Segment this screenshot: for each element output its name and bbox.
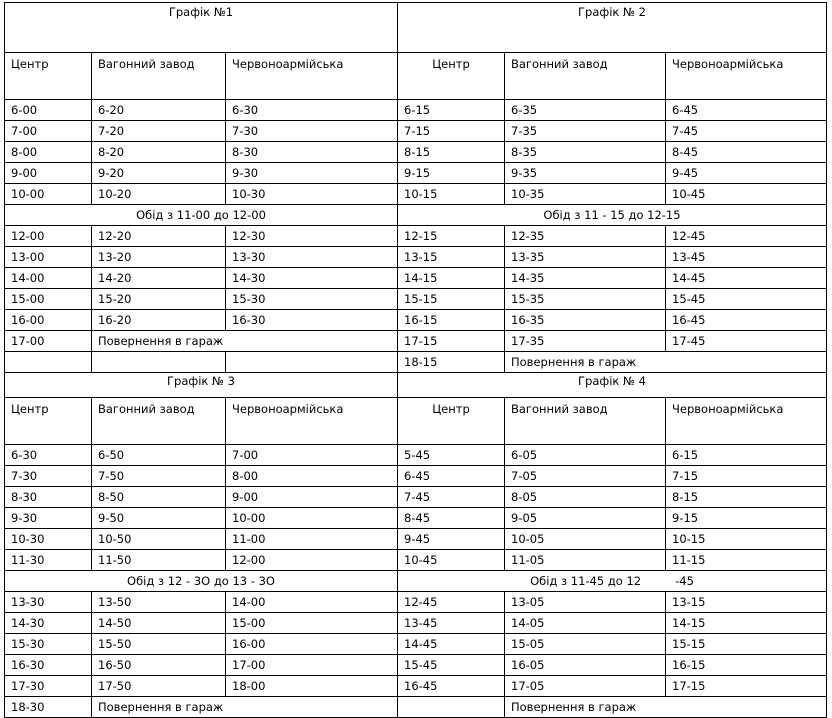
- column-header: Вагонний завод: [92, 398, 226, 445]
- time-cell: 8-05: [505, 487, 666, 508]
- table-row: [5, 289, 827, 310]
- time-cell: 15-15: [666, 634, 827, 655]
- time-cell: 14-00: [226, 592, 398, 613]
- table-row: [5, 508, 827, 529]
- time-cell: 7-45: [398, 487, 505, 508]
- time-cell: 12-35: [505, 226, 666, 247]
- time-cell: 11-05: [505, 550, 666, 571]
- time-cell: 7-05: [505, 466, 666, 487]
- time-cell: 16-00: [226, 634, 398, 655]
- time-cell: 7-20: [92, 121, 226, 142]
- time-cell: 17-15: [398, 331, 505, 352]
- table-row: [5, 268, 827, 289]
- time-cell: 17-50: [92, 676, 226, 697]
- time-cell: 12-45: [398, 592, 505, 613]
- time-cell: 7-30: [5, 466, 92, 487]
- time-cell: 10-50: [92, 529, 226, 550]
- time-cell: 16-50: [92, 655, 226, 676]
- time-cell: 8-35: [505, 142, 666, 163]
- time-cell: 16-05: [505, 655, 666, 676]
- time-cell: 15-05: [505, 634, 666, 655]
- time-cell: 10-20: [92, 184, 226, 205]
- time-cell: 13-00: [5, 247, 92, 268]
- table-row: [5, 466, 827, 487]
- time-cell: 14-35: [505, 268, 666, 289]
- table-row: [5, 121, 827, 142]
- time-cell: 7-50: [92, 466, 226, 487]
- time-cell: 9-15: [398, 163, 505, 184]
- time-cell: 15-15: [398, 289, 505, 310]
- time-cell: 6-05: [505, 445, 666, 466]
- time-cell: 15-20: [92, 289, 226, 310]
- time-cell: 18-00: [226, 676, 398, 697]
- table-row: [5, 3, 827, 53]
- time-cell: 5-45: [398, 445, 505, 466]
- time-cell: 13-35: [505, 247, 666, 268]
- time-cell: 17-05: [505, 676, 666, 697]
- time-cell: 13-50: [92, 592, 226, 613]
- time-cell: 6-15: [398, 100, 505, 121]
- table-row: [5, 613, 827, 634]
- time-cell: 10-00: [5, 184, 92, 205]
- table-row: [5, 676, 827, 697]
- time-cell: 8-45: [398, 508, 505, 529]
- table-row: [5, 310, 827, 331]
- time-cell: 13-20: [92, 247, 226, 268]
- table-row: [5, 142, 827, 163]
- time-cell: 15-50: [92, 634, 226, 655]
- column-header: Червоноармійська: [226, 398, 398, 445]
- column-header: Червоноармійська: [666, 53, 827, 100]
- time-cell: 13-15: [666, 592, 827, 613]
- time-cell: 8-20: [92, 142, 226, 163]
- schedule-body: [5, 3, 827, 718]
- table-row: [5, 634, 827, 655]
- time-cell: 14-50: [92, 613, 226, 634]
- time-cell: 9-15: [666, 508, 827, 529]
- table-row: [5, 487, 827, 508]
- table-row: [5, 53, 827, 100]
- table-row: [5, 592, 827, 613]
- column-header: Вагонний завод: [92, 53, 226, 100]
- time-cell: 18-30: [5, 697, 92, 718]
- time-cell: 15-45: [666, 289, 827, 310]
- time-cell: 12-15: [398, 226, 505, 247]
- time-cell: 15-00: [5, 289, 92, 310]
- time-cell: 15-35: [505, 289, 666, 310]
- table-row: [5, 352, 827, 373]
- time-cell: 14-05: [505, 613, 666, 634]
- column-header: Вагонний завод: [505, 53, 666, 100]
- schedule-title: Графік № 3: [5, 373, 398, 398]
- table-row: [5, 550, 827, 571]
- time-cell: 9-50: [92, 508, 226, 529]
- time-cell: 13-45: [666, 247, 827, 268]
- time-cell: 9-05: [505, 508, 666, 529]
- time-cell: 13-30: [226, 247, 398, 268]
- lunch-break: Обід з 11-00 до 12-00: [5, 205, 398, 226]
- time-cell: 6-15: [666, 445, 827, 466]
- time-cell: 6-50: [92, 445, 226, 466]
- time-cell: 17-00: [5, 331, 92, 352]
- column-header: Центр: [398, 53, 505, 100]
- time-cell: 8-45: [666, 142, 827, 163]
- time-cell: 8-00: [226, 466, 398, 487]
- time-cell: 7-45: [666, 121, 827, 142]
- table-row: [5, 373, 827, 398]
- time-cell: 13-15: [398, 247, 505, 268]
- time-cell: 10-15: [398, 184, 505, 205]
- time-cell: 6-00: [5, 100, 92, 121]
- time-cell: 7-00: [226, 445, 398, 466]
- bus-schedule-table: [4, 2, 827, 718]
- lunch-break: Обід з 11 - 15 до 12-15: [398, 205, 827, 226]
- table-row: [5, 331, 827, 352]
- time-cell: 10-00: [226, 508, 398, 529]
- column-header: Червоноармійська: [226, 53, 398, 100]
- time-cell: 16-30: [226, 310, 398, 331]
- time-cell: 6-30: [226, 100, 398, 121]
- return-to-garage: Повернення в гараж: [92, 697, 398, 718]
- time-cell: 15-45: [398, 655, 505, 676]
- time-cell: 9-45: [666, 163, 827, 184]
- time-cell: 13-30: [5, 592, 92, 613]
- time-cell: 16-45: [666, 310, 827, 331]
- time-cell: 6-30: [5, 445, 92, 466]
- table-row: [5, 571, 827, 592]
- table-row: [5, 655, 827, 676]
- time-cell: 16-00: [5, 310, 92, 331]
- time-cell: 8-30: [226, 142, 398, 163]
- time-cell: 17-30: [5, 676, 92, 697]
- table-row: [5, 697, 827, 718]
- empty-cell: [5, 352, 92, 373]
- return-to-garage: Повернення в гараж: [505, 352, 827, 373]
- time-cell: 10-45: [666, 184, 827, 205]
- time-cell: 13-45: [398, 613, 505, 634]
- time-cell: 8-50: [92, 487, 226, 508]
- table-row: [5, 247, 827, 268]
- time-cell: 6-45: [666, 100, 827, 121]
- time-cell: 16-30: [5, 655, 92, 676]
- time-cell: 16-20: [92, 310, 226, 331]
- schedule-title: Графік №1: [5, 3, 398, 53]
- time-cell: 14-30: [5, 613, 92, 634]
- time-cell: 12-45: [666, 226, 827, 247]
- empty-cell: [92, 352, 226, 373]
- time-cell: 8-15: [398, 142, 505, 163]
- table-row: [5, 445, 827, 466]
- time-cell: 10-30: [226, 184, 398, 205]
- time-cell: 11-50: [92, 550, 226, 571]
- time-cell: 17-00: [226, 655, 398, 676]
- time-cell: 17-45: [666, 331, 827, 352]
- column-header: Вагонний завод: [505, 398, 666, 445]
- time-cell: 17-35: [505, 331, 666, 352]
- empty-cell: [398, 697, 505, 718]
- table-row: [5, 205, 827, 226]
- time-cell: 16-35: [505, 310, 666, 331]
- time-cell: 8-30: [5, 487, 92, 508]
- time-cell: 16-15: [666, 655, 827, 676]
- schedule-title: Графік № 4: [398, 373, 827, 398]
- time-cell: 18-15: [398, 352, 505, 373]
- time-cell: 7-30: [226, 121, 398, 142]
- table-row: [5, 529, 827, 550]
- table-row: [5, 184, 827, 205]
- schedule-title: Графік № 2: [398, 3, 827, 53]
- time-cell: 13-05: [505, 592, 666, 613]
- table-row: [5, 398, 827, 445]
- time-cell: 7-00: [5, 121, 92, 142]
- time-cell: 16-45: [398, 676, 505, 697]
- time-cell: 14-00: [5, 268, 92, 289]
- time-cell: 10-30: [5, 529, 92, 550]
- time-cell: 14-45: [398, 634, 505, 655]
- time-cell: 14-20: [92, 268, 226, 289]
- time-cell: 8-00: [5, 142, 92, 163]
- time-cell: 12-20: [92, 226, 226, 247]
- lunch-break: [398, 571, 827, 592]
- time-cell: 12-00: [5, 226, 92, 247]
- time-cell: 9-00: [5, 163, 92, 184]
- table-row: [5, 226, 827, 247]
- time-cell: 10-15: [666, 529, 827, 550]
- return-to-garage: Повернення в гараж: [505, 697, 827, 718]
- return-to-garage: Повернення в гараж: [92, 331, 398, 352]
- time-cell: 7-35: [505, 121, 666, 142]
- column-header: Центр: [5, 53, 92, 100]
- time-cell: 6-20: [92, 100, 226, 121]
- time-cell: 15-30: [5, 634, 92, 655]
- time-cell: 14-30: [226, 268, 398, 289]
- time-cell: 10-45: [398, 550, 505, 571]
- time-cell: 8-15: [666, 487, 827, 508]
- column-header: Червоноармійська: [666, 398, 827, 445]
- time-cell: 12-30: [226, 226, 398, 247]
- time-cell: 16-15: [398, 310, 505, 331]
- time-cell: 6-35: [505, 100, 666, 121]
- time-cell: 12-00: [226, 550, 398, 571]
- time-cell: 14-15: [398, 268, 505, 289]
- time-cell: 11-15: [666, 550, 827, 571]
- time-cell: 7-15: [398, 121, 505, 142]
- time-cell: 9-00: [226, 487, 398, 508]
- lunch-text: -45: [675, 573, 694, 588]
- time-cell: 6-45: [398, 466, 505, 487]
- time-cell: 7-15: [666, 466, 827, 487]
- time-cell: 17-15: [666, 676, 827, 697]
- lunch-text: Обід з 11-45 до 12: [530, 573, 642, 588]
- table-row: [5, 100, 827, 121]
- time-cell: 15-30: [226, 289, 398, 310]
- time-cell: 14-45: [666, 268, 827, 289]
- time-cell: 10-35: [505, 184, 666, 205]
- time-cell: 11-30: [5, 550, 92, 571]
- empty-cell: [226, 352, 398, 373]
- column-header: Центр: [398, 398, 505, 445]
- time-cell: 11-00: [226, 529, 398, 550]
- time-cell: 14-15: [666, 613, 827, 634]
- column-header: Центр: [5, 398, 92, 445]
- table-row: [5, 163, 827, 184]
- time-cell: 9-30: [226, 163, 398, 184]
- time-cell: 9-20: [92, 163, 226, 184]
- time-cell: 9-35: [505, 163, 666, 184]
- time-cell: 15-00: [226, 613, 398, 634]
- lunch-break: Обід з 12 - 3О до 13 - 3О: [5, 571, 398, 592]
- time-cell: 9-30: [5, 508, 92, 529]
- time-cell: 10-05: [505, 529, 666, 550]
- time-cell: 9-45: [398, 529, 505, 550]
